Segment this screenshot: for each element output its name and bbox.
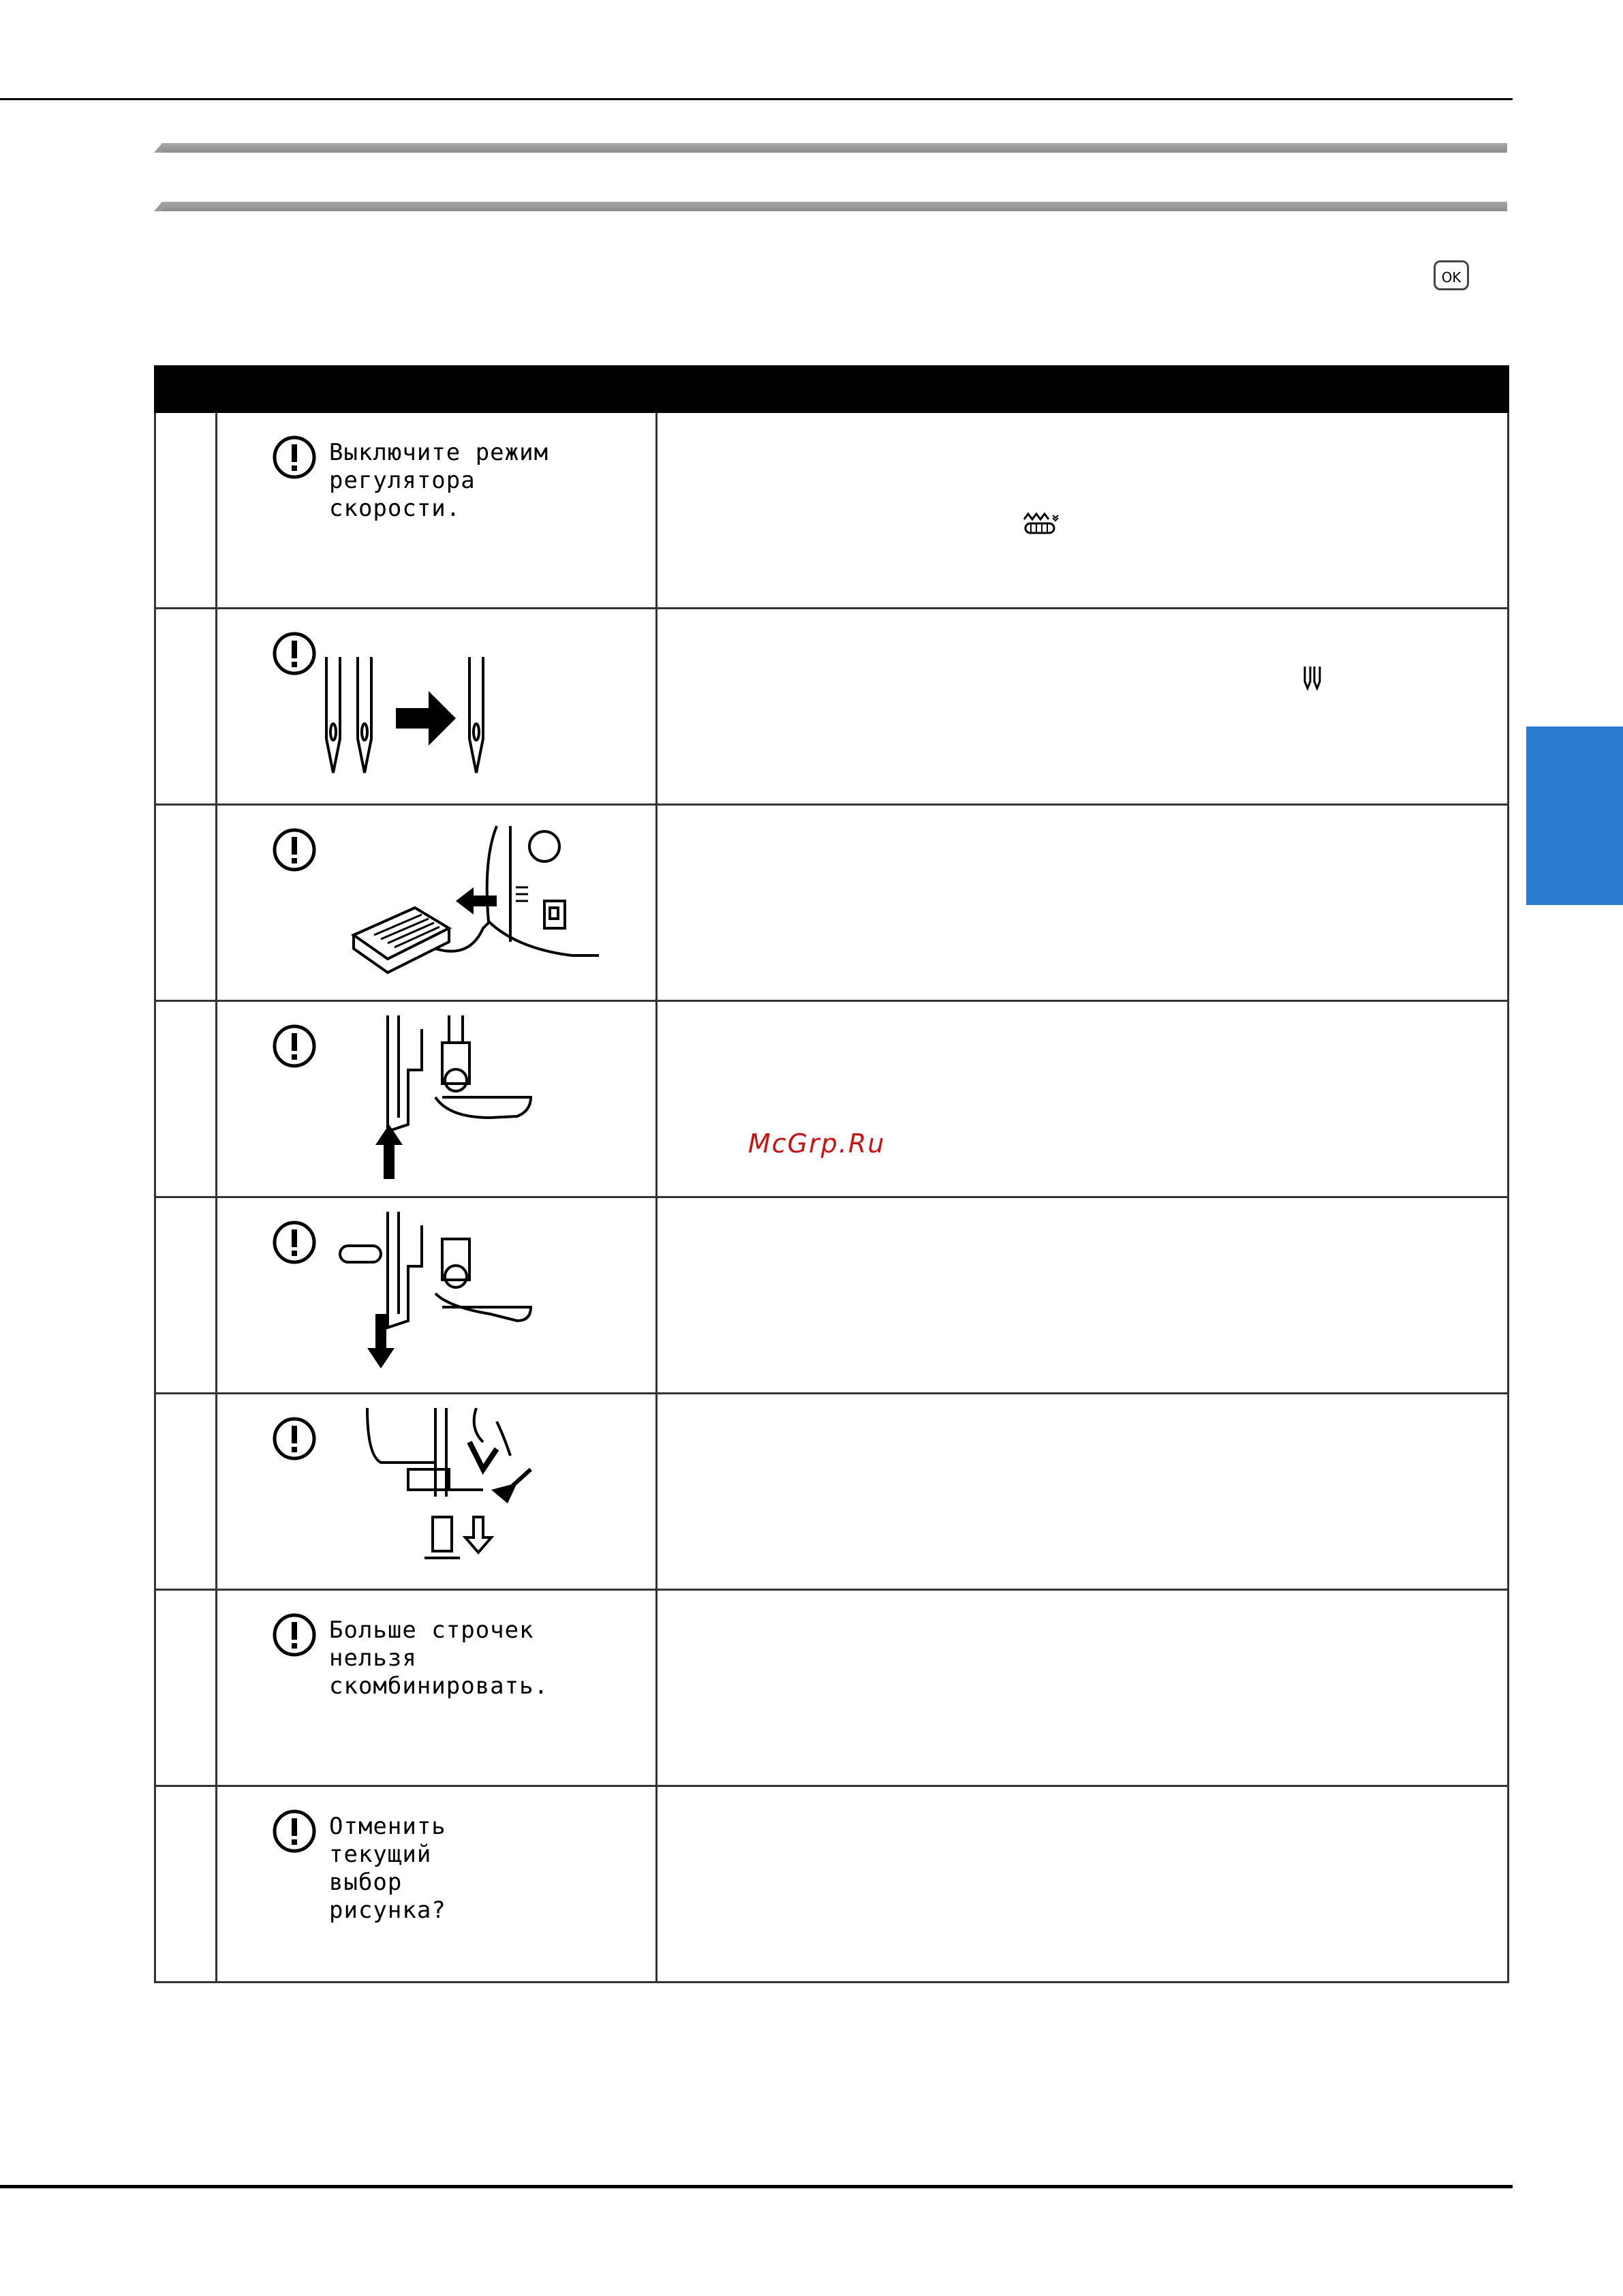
table-row — [155, 1001, 1509, 1197]
lcd-message-cell — [217, 1786, 657, 1983]
error-message-table — [154, 365, 1509, 1983]
explanation-cell — [657, 1001, 1509, 1197]
row-number-cell — [155, 412, 217, 609]
table-row — [155, 1394, 1509, 1590]
row-number-cell — [155, 1786, 217, 1983]
table-row — [155, 412, 1509, 609]
lcd-message-text: Выключите режим регулятора скорости. — [329, 439, 549, 522]
top-rule — [0, 98, 1513, 100]
row-number-cell — [155, 609, 217, 805]
lcd-message-cell — [217, 1394, 657, 1590]
chapter-side-tab — [1526, 726, 1623, 905]
warning-icon — [272, 631, 317, 676]
warning-icon — [272, 1220, 317, 1265]
explanation-cell — [657, 1394, 1509, 1590]
warning-icon — [272, 1024, 317, 1069]
explanation-cell — [657, 1786, 1509, 1983]
table-row — [155, 805, 1509, 1001]
header-cell-explanation — [657, 367, 1509, 412]
lcd-message-cell — [217, 412, 657, 609]
row-number-cell — [155, 1590, 217, 1786]
explanation-cell — [657, 805, 1509, 1001]
lcd-message-cell — [217, 609, 657, 805]
speed-control-icon — [1021, 511, 1062, 536]
presser-foot-lever-illustration — [313, 1408, 599, 1585]
warning-icon — [272, 1416, 317, 1461]
lcd-message-cell — [217, 1197, 657, 1394]
foot-controller-illustration — [313, 819, 599, 990]
table-row — [155, 1590, 1509, 1786]
lcd-message-cell — [217, 805, 657, 1001]
ok-key-icon: OK — [1434, 260, 1469, 290]
warning-icon — [272, 435, 317, 480]
section-bar-bottom — [162, 202, 1507, 211]
twin-to-single-needle-illustration — [313, 623, 544, 786]
row-number-cell — [155, 1394, 217, 1590]
table-row — [155, 1197, 1509, 1394]
lcd-message-cell — [217, 1001, 657, 1197]
header-cell-number — [155, 367, 217, 412]
explanation-cell — [657, 412, 1509, 609]
lcd-message-text: Отменить текущий выбор рисунка? — [329, 1813, 446, 1924]
warning-icon — [272, 1809, 317, 1854]
row-number-cell — [155, 1001, 217, 1197]
table-row — [155, 1786, 1509, 1983]
row-number-cell — [155, 1197, 217, 1394]
bottom-rule — [0, 2185, 1513, 2188]
watermark-text: McGrp.Ru — [748, 1129, 886, 1159]
lcd-message-text: Больше строчек нельзя скомбинировать. — [329, 1617, 549, 1700]
lcd-message-cell — [217, 1590, 657, 1786]
section-bar-top — [162, 143, 1507, 153]
table-header-row — [155, 367, 1509, 412]
warning-icon — [272, 827, 317, 872]
twin-needle-icon — [1301, 664, 1328, 691]
warning-icon — [272, 1612, 317, 1657]
explanation-cell — [657, 1590, 1509, 1786]
row-number-cell — [155, 805, 217, 1001]
header-cell-message — [217, 367, 657, 412]
buttonhole-lever-illustration — [313, 1212, 599, 1382]
table-row — [155, 609, 1509, 805]
explanation-cell — [657, 609, 1509, 805]
explanation-cell — [657, 1197, 1509, 1394]
presser-foot-raise-illustration — [313, 1015, 599, 1186]
